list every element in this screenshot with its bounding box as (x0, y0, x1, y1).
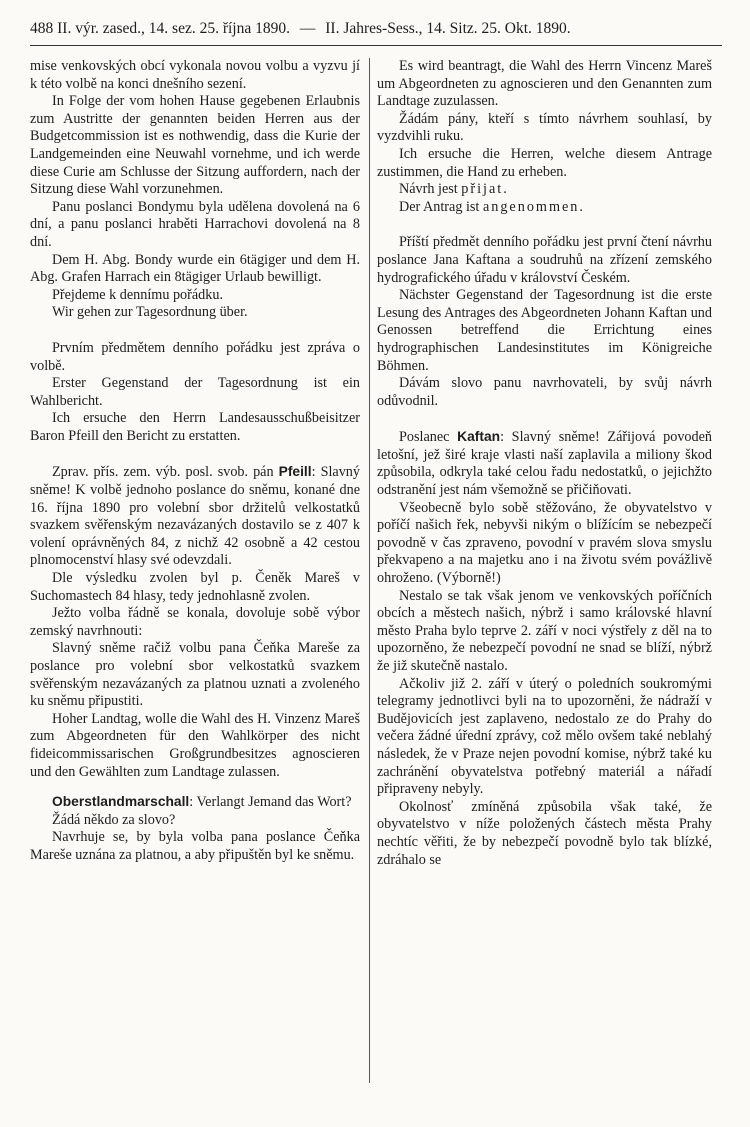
paragraph: Okolnosť zmíněná způsobila však také, že obyvatelstvo v níže položených částech města Prahy nechtíc věřiti, že by nebezpečí povodně bylo tak blízké, zdráhalo se (377, 798, 712, 868)
paragraph: Nächster Gegenstand der Tagesordnung ist die erste Lesung des Antrages des Abgeordneten Johann Kaftan und Genossen betreffend die Errichtung eines hydrographischen Landesinstitutes im Königreiche Böhmen. (377, 287, 712, 374)
paragraph: Dle výsledku zvolen byl p. Čeněk Mareš v Suchomastech 84 hlasy, tedy jednohlasně zvolen. (30, 570, 360, 604)
speech-paragraph (30, 463, 360, 570)
column-divider (369, 58, 370, 1083)
right-column (377, 58, 712, 869)
motion-text: Der Antrag ist (399, 198, 480, 215)
left-column (30, 58, 360, 865)
paragraph: Prvním předmětem denního pořádku jest zpráva o volbě. (30, 339, 360, 374)
paragraph: Příští předmět denního pořádku jest první čtení návrhu poslance Jana Kaftana a soudruhů na zřízení zemského hydrografického úřadu v království Českém. (377, 234, 712, 286)
speech-text: : Verlangt Jemand das Wort? (189, 794, 352, 811)
speaker-name: Oberstlandmarschall (52, 794, 190, 810)
speech-paragraph (377, 428, 712, 499)
speaker-name: Kaftan (457, 429, 501, 445)
paragraph: Žádám pány, kteří s tímto návrhem souhlasí, by vyzdvihli ruku. (377, 110, 712, 145)
paragraph: mise venkovských obcí vykonala novou volbu a vyzvu jí k této volbě na konci dnešního sezení. (30, 58, 360, 92)
paragraph: Nestalo se tak však jenom ve venkovských poříčních obcích a městech našich, nýbrž i samo královské hlavní město Praha bylo teprve 2. září v noci výstřely z děl na to upozorněno, že nebezpečí povodní ne snad se blíží, nýbrž že již skutečně nastalo. (377, 587, 712, 674)
paragraph (377, 181, 712, 199)
speaker-name: Pfeill (278, 464, 312, 480)
reporter-intro: Zprav. přís. zem. výb. posl. svob. pán (52, 464, 274, 481)
paragraph: Žádá někdo za slovo? (52, 811, 176, 828)
paragraph: Ježto volba řádně se konala, dovoluje sobě výbor zemský navrhnouti: (30, 605, 360, 639)
paragraph: Wir gehen zur Tagesordnung über. (52, 304, 248, 321)
motion-text: Návrh jest (399, 181, 458, 198)
paragraph: Ich ersuche die Herren, welche diesem Antrage zustimmen, die Hand zu erheben. (377, 145, 712, 180)
speech-text: : Slavný sněme! Zářijová povodeň letošní, jež širé kraje vlasti naší zaplavila a miliony škod způsobila, odkryla také celou řadu nedostatků, o jejichžto odstranění jest nám všemožně se přičiňovati. (377, 429, 712, 499)
speech-paragraph (30, 793, 360, 812)
motion-result: přijat. (461, 181, 509, 198)
header-rule (30, 45, 722, 46)
speech-text: : Slavný sněme! K volbě jednoho poslance do sněmu, konané dne 16. října 1890 pro volební sbor držitelů velkostatků svazkem svěřenským nezavázaných dostavilo se z 407 k volení oprávněných 84, z nichž 42 osobně a 42 cestou plnomocenství hlasy své odevzdali. (30, 464, 360, 569)
header-left: 488 II. výr. zased., 14. sez. 25. října 1890. (30, 20, 290, 37)
paragraph: Hoher Landtag, wolle die Wahl des H. Vinzenz Mareš zum Abgeordneten für den Wahlkörper des nicht fideicommissarischen Großgrundbesitzes agnoscieren und den Gewählten zum Landtage zulassen. (30, 710, 360, 780)
motion-result: angenommen. (482, 198, 585, 215)
paragraph: Ich ersuche den Herrn Landesausschußbeisitzer Baron Pfeill den Bericht zu erstatten. (30, 410, 360, 444)
paragraph: Dem H. Abg. Bondy wurde ein 6tägiger und dem H. Abg. Grafen Harrach ein 8tägiger Urlaub bewilligt. (30, 251, 360, 286)
paragraph: Erster Gegenstand der Tagesordnung ist ein Wahlbericht. (30, 375, 360, 409)
paragraph: Navrhuje se, by byla volba pana poslance Čeňka Mareše uznána za platnou, a aby připuštěn byl ke sněmu. (30, 829, 360, 863)
header-separator: — (299, 20, 316, 37)
header-right: II. Jahres-Sess., 14. Sitz. 25. Okt. 1890. (325, 20, 571, 37)
paragraph: Panu poslanci Bondymu byla udělena dovolená na 6 dní, a panu poslanci hraběti Harrachovi dovolená na 8 dní. (30, 198, 360, 250)
paragraph: Přejdeme k dennímu pořádku. (52, 286, 223, 303)
paragraph (377, 199, 712, 217)
paragraph: Všeobecně bylo sobě stěžováno, že obyvatelstvo v poříčí našich řek, nebyvši nikým o blížícím se nebezpečí povodně v čas zpraveno, povodní v pravém slova smyslu překvapeno a na majetku ano i na životu svém povážlivě ohroženo. (Výborně!) (377, 499, 712, 587)
speaker-title: Poslanec (399, 429, 450, 446)
page-header (30, 14, 722, 44)
paragraph: Es wird beantragt, die Wahl des Herrn Vincenz Mareš um Abgeordneten zu agnoscieren und den Genannten zum Landtage zuzulassen. (377, 58, 712, 110)
paragraph: Dávám slovo panu navrhovateli, by svůj návrh odůvodnil. (377, 375, 712, 409)
paragraph: Ačkoliv již 2. září v úterý o poledních soukromými telegramy jednotlivci byli na to upozorněni, že nádraží v Budějovicích jest zaplaveno, nedostalo ze do Prahy do večera žádné úřední zprávy, což mělo ovšem také neblahý následek, že v Praze nejen povodní komise, nýbrž také ku zachránění obyvatelstva potřebný materiál a nářadí připraveny nebyly. (377, 675, 712, 798)
paragraph: Slavný sněme račiž volbu pana Čeňka Mareše za poslance pro volební sbor velkostatků svazkem svěřenským nezavázaných za platnou uznati a zvoleného ku sněmu připustiti. (30, 640, 360, 710)
paragraph: In Folge der vom hohen Hause gegebenen Erlaubnis zum Austritte der genannten beiden Herren aus der Budgetcommission ist es nothwendig, dass die Kurie der Landgemeinden eine Neuwahl vornehme, und ich werde diese Curie am Schlusse der Sitzung auffordern, nach der Sitzung diese Wahl vorzunehmen. (30, 93, 360, 198)
